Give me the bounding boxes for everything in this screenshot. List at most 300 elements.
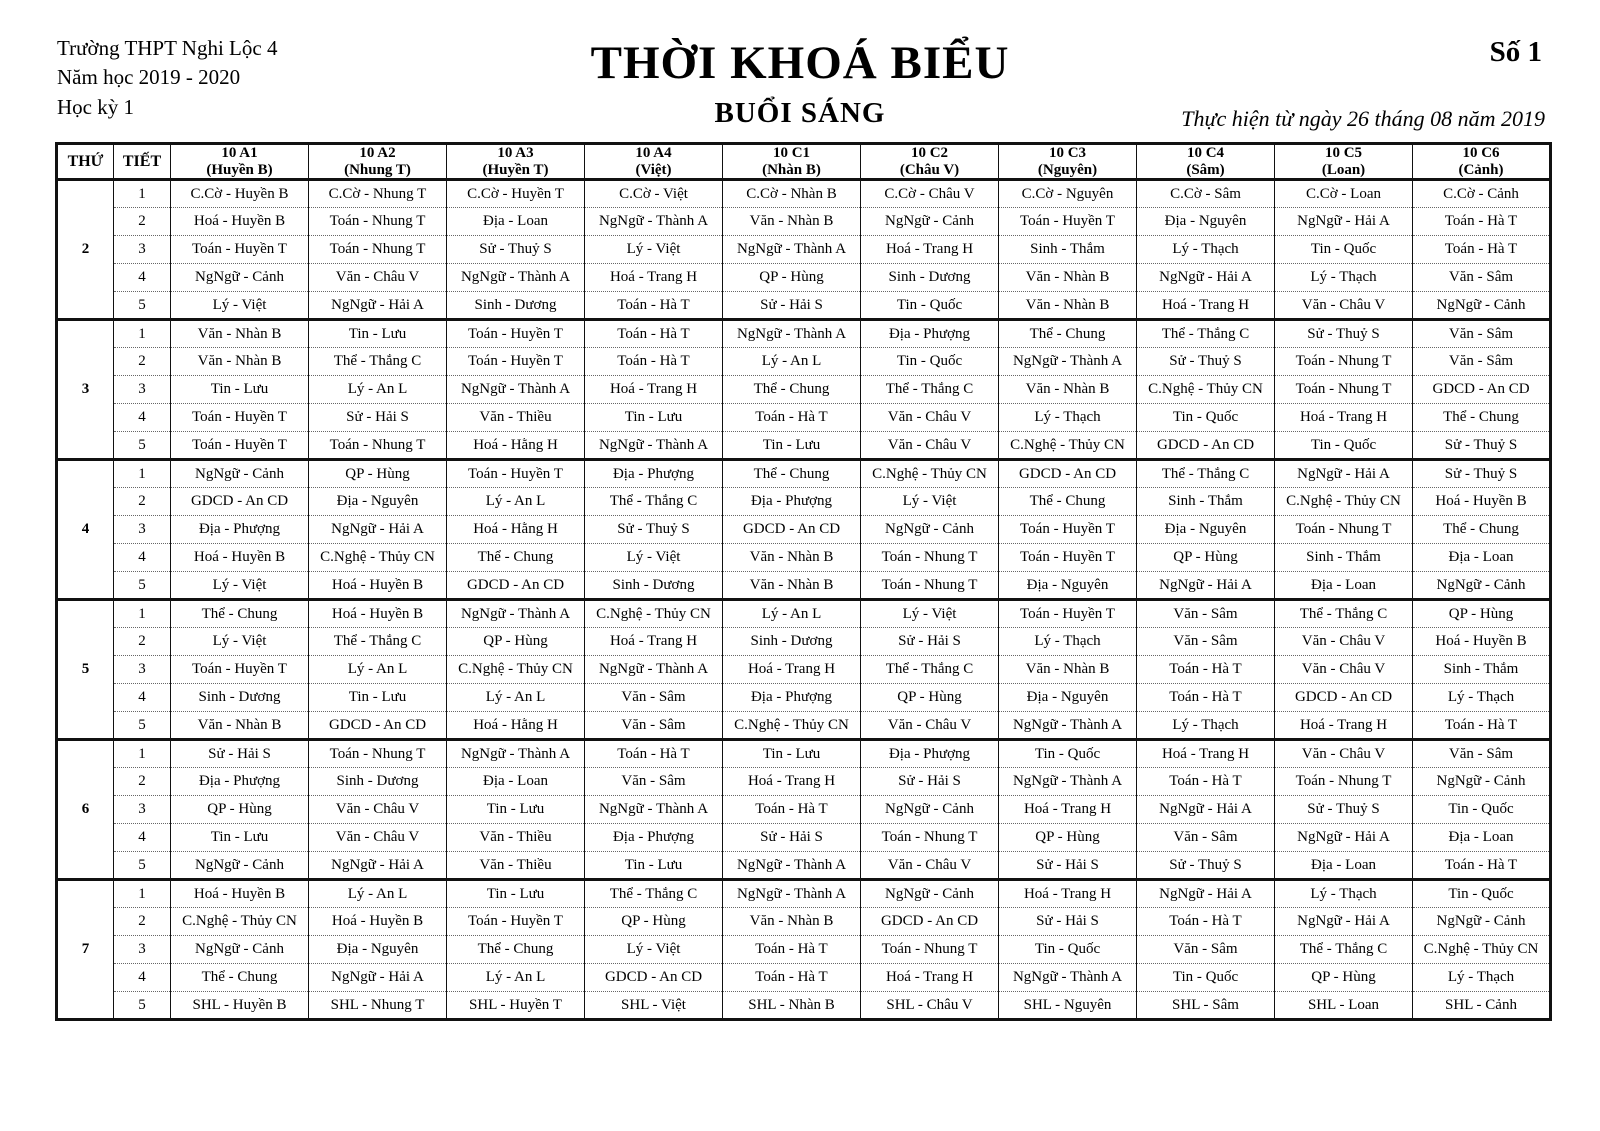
class-header xyxy=(1137,144,1275,180)
period-number: 1 xyxy=(114,320,171,348)
timetable-cell: Toán - Hà T xyxy=(1137,768,1275,796)
timetable-cell: Sinh - Dương xyxy=(861,264,999,292)
timetable-cell: Toán - Hà T xyxy=(1413,208,1551,236)
timetable-cell: Thể - Chung xyxy=(171,964,309,992)
timetable-cell: Sử - Thuỷ S xyxy=(1275,320,1413,348)
timetable-cell: Sinh - Thắm xyxy=(1413,656,1551,684)
timetable-cell: GDCD - An CD xyxy=(861,908,999,936)
timetable-cell: Văn - Châu V xyxy=(309,824,447,852)
timetable-cell: C.Cờ - Nguyên xyxy=(999,180,1137,208)
timetable-cell: Tin - Quốc xyxy=(1137,964,1275,992)
timetable-cell: NgNgữ - Hải A xyxy=(309,292,447,320)
timetable-cell: Văn - Nhàn B xyxy=(171,348,309,376)
timetable-cell: Hoá - Huyền B xyxy=(309,600,447,628)
timetable-cell: SHL - Huyền T xyxy=(447,992,585,1020)
timetable-cell: SHL - Nguyên xyxy=(999,992,1137,1020)
timetable-cell: Lý - An L xyxy=(447,964,585,992)
timetable-cell: Hoá - Huyền B xyxy=(171,208,309,236)
timetable-cell: Toán - Huyền T xyxy=(171,404,309,432)
timetable-cell: Tin - Quốc xyxy=(999,740,1137,768)
timetable-cell: NgNgữ - Cảnh xyxy=(861,208,999,236)
timetable-cell: Thể - Thắng C xyxy=(585,488,723,516)
timetable-cell: Lý - Việt xyxy=(861,600,999,628)
timetable-cell: Văn - Nhàn B xyxy=(999,292,1137,320)
timetable-cell: QP - Hùng xyxy=(447,628,585,656)
timetable-cell: Văn - Sâm xyxy=(1413,740,1551,768)
timetable-cell: Thể - Thắng C xyxy=(309,628,447,656)
timetable-cell: Tin - Lưu xyxy=(309,684,447,712)
timetable-cell: Hoá - Huyền B xyxy=(309,908,447,936)
timetable-cell: Văn - Nhàn B xyxy=(999,656,1137,684)
timetable-cell: Địa - Loan xyxy=(1275,572,1413,600)
timetable-cell: NgNgữ - Thành A xyxy=(723,236,861,264)
timetable-cell: GDCD - An CD xyxy=(1413,376,1551,404)
timetable-cell: GDCD - An CD xyxy=(1275,684,1413,712)
school-name: Trường THPT Nghi Lộc 4 xyxy=(57,36,278,60)
timetable-cell: NgNgữ - Cảnh xyxy=(171,460,309,488)
timetable-cell: NgNgữ - Thành A xyxy=(585,796,723,824)
timetable-cell: C.Cờ - Cảnh xyxy=(1413,180,1551,208)
timetable-cell: Hoá - Trang H xyxy=(861,236,999,264)
timetable-cell: Toán - Huyền T xyxy=(171,656,309,684)
timetable-cell: Địa - Phượng xyxy=(585,824,723,852)
timetable-cell: Văn - Châu V xyxy=(1275,628,1413,656)
timetable-cell: Văn - Sâm xyxy=(1137,824,1275,852)
period-number: 5 xyxy=(114,572,171,600)
timetable-cell: NgNgữ - Thành A xyxy=(447,600,585,628)
timetable-cell: C.Nghệ - Thủy CN xyxy=(999,432,1137,460)
class-name: 10 C5 xyxy=(1324,145,1363,161)
timetable-cell: NgNgữ - Thành A xyxy=(447,376,585,404)
timetable-cell: Văn - Sâm xyxy=(1137,936,1275,964)
day-number: 5 xyxy=(57,600,114,740)
timetable-cell: Toán - Hà T xyxy=(585,348,723,376)
timetable-cell: NgNgữ - Thành A xyxy=(585,656,723,684)
timetable-row xyxy=(57,628,1551,656)
timetable-cell: Toán - Nhung T xyxy=(309,236,447,264)
timetable-cell: NgNgữ - Thành A xyxy=(999,348,1137,376)
timetable-cell: Toán - Nhung T xyxy=(309,740,447,768)
timetable-cell: Hoá - Huyền B xyxy=(1413,628,1551,656)
timetable-cell: Văn - Sâm xyxy=(585,684,723,712)
timetable-row xyxy=(57,264,1551,292)
timetable-cell: QP - Hùng xyxy=(1137,544,1275,572)
timetable-cell: Địa - Loan xyxy=(447,768,585,796)
timetable-cell: QP - Hùng xyxy=(723,264,861,292)
timetable-head xyxy=(57,144,1551,180)
timetable-cell: NgNgữ - Hải A xyxy=(1137,880,1275,908)
class-name: 10 C1 xyxy=(772,145,811,161)
timetable-cell: Địa - Loan xyxy=(1413,544,1551,572)
timetable-cell: Lý - Việt xyxy=(585,544,723,572)
timetable-cell: QP - Hùng xyxy=(999,824,1137,852)
period-number: 5 xyxy=(114,432,171,460)
timetable-cell: Địa - Nguyên xyxy=(309,488,447,516)
timetable-cell: Văn - Sâm xyxy=(1137,600,1275,628)
timetable-cell: NgNgữ - Hải A xyxy=(1275,824,1413,852)
timetable-cell: SHL - Việt xyxy=(585,992,723,1020)
timetable-cell: Hoá - Trang H xyxy=(1275,404,1413,432)
class-header xyxy=(171,144,309,180)
timetable-row xyxy=(57,740,1551,768)
timetable-cell: Toán - Nhung T xyxy=(1275,376,1413,404)
timetable-cell: Sinh - Thắm xyxy=(1137,488,1275,516)
timetable-cell: Hoá - Trang H xyxy=(1275,712,1413,740)
timetable-cell: Toán - Hà T xyxy=(723,404,861,432)
timetable-cell: Địa - Nguyên xyxy=(1137,516,1275,544)
timetable-cell: C.Cờ - Sâm xyxy=(1137,180,1275,208)
timetable-row xyxy=(57,320,1551,348)
day-col-header: THỨ xyxy=(57,144,114,180)
timetable-cell: NgNgữ - Thành A xyxy=(999,768,1137,796)
timetable-cell: Hoá - Trang H xyxy=(1137,292,1275,320)
class-header xyxy=(447,144,585,180)
timetable-cell: Văn - Châu V xyxy=(309,264,447,292)
timetable-cell: Sử - Hải S xyxy=(723,824,861,852)
timetable-cell: GDCD - An CD xyxy=(171,488,309,516)
timetable-cell: Hoá - Trang H xyxy=(723,768,861,796)
class-teacher: (Loan) xyxy=(1321,161,1366,178)
timetable-cell: Sử - Thuỷ S xyxy=(1275,796,1413,824)
timetable-cell: Văn - Châu V xyxy=(861,404,999,432)
timetable-cell: Tin - Quốc xyxy=(1413,880,1551,908)
timetable-row xyxy=(57,376,1551,404)
timetable-cell: Lý - An L xyxy=(723,348,861,376)
class-teacher: (Huyền T) xyxy=(482,161,549,178)
class-header xyxy=(309,144,447,180)
timetable-cell: Toán - Hà T xyxy=(1413,236,1551,264)
timetable-cell: SHL - Châu V xyxy=(861,992,999,1020)
timetable-cell: Địa - Phượng xyxy=(723,488,861,516)
class-teacher: (Nguyên) xyxy=(1037,161,1098,178)
timetable-cell: Toán - Nhung T xyxy=(309,208,447,236)
timetable-cell: Thể - Thắng C xyxy=(861,656,999,684)
timetable-cell: Tin - Quốc xyxy=(861,348,999,376)
header-row xyxy=(57,144,1551,180)
period-number: 1 xyxy=(114,180,171,208)
timetable-row xyxy=(57,432,1551,460)
class-name: 10 A3 xyxy=(497,145,534,161)
timetable-cell: Thể - Thắng C xyxy=(1275,936,1413,964)
timetable-cell: Hoá - Trang H xyxy=(723,656,861,684)
timetable-cell: Lý - An L xyxy=(309,376,447,404)
timetable-cell: Sinh - Dương xyxy=(171,684,309,712)
timetable-cell: NgNgữ - Thành A xyxy=(585,432,723,460)
class-teacher: (Cảnh) xyxy=(1458,161,1504,178)
timetable-cell: Tin - Lưu xyxy=(585,404,723,432)
timetable-cell: Thể - Chung xyxy=(447,544,585,572)
timetable-cell: C.Nghệ - Thủy CN xyxy=(1137,376,1275,404)
timetable-cell: Lý - An L xyxy=(309,656,447,684)
timetable-cell: Hoá - Trang H xyxy=(861,964,999,992)
class-teacher: (Châu V) xyxy=(899,161,960,178)
period-number: 2 xyxy=(114,348,171,376)
period-number: 1 xyxy=(114,600,171,628)
timetable-cell: Sinh - Thắm xyxy=(999,236,1137,264)
timetable-cell: SHL - Loan xyxy=(1275,992,1413,1020)
timetable-cell: Lý - Thạch xyxy=(999,404,1137,432)
timetable-cell: Hoá - Trang H xyxy=(585,264,723,292)
timetable-row xyxy=(57,544,1551,572)
period-number: 2 xyxy=(114,908,171,936)
period-number: 4 xyxy=(114,544,171,572)
timetable-cell: Hoá - Trang H xyxy=(999,880,1137,908)
period-number: 3 xyxy=(114,796,171,824)
class-teacher: (Nhàn B) xyxy=(762,161,821,178)
timetable-cell: Lý - Việt xyxy=(171,292,309,320)
timetable-cell: NgNgữ - Thành A xyxy=(999,964,1137,992)
timetable-cell: Sinh - Dương xyxy=(723,628,861,656)
timetable-cell: Toán - Huyền T xyxy=(999,544,1137,572)
class-teacher: (Nhung T) xyxy=(344,161,411,178)
timetable-cell: SHL - Nhàn B xyxy=(723,992,861,1020)
timetable-cell: Văn - Châu V xyxy=(1275,292,1413,320)
timetable-row xyxy=(57,572,1551,600)
timetable-body xyxy=(57,180,1551,1020)
timetable-cell: Văn - Nhàn B xyxy=(723,908,861,936)
timetable-cell: Thể - Chung xyxy=(999,488,1137,516)
timetable-cell: Địa - Phượng xyxy=(171,516,309,544)
timetable-cell: Lý - An L xyxy=(723,600,861,628)
timetable-cell: NgNgữ - Hải A xyxy=(309,516,447,544)
timetable-cell: NgNgữ - Cảnh xyxy=(1413,292,1551,320)
class-header xyxy=(723,144,861,180)
timetable-cell: Hoá - Trang H xyxy=(585,376,723,404)
period-number: 3 xyxy=(114,516,171,544)
timetable-cell: NgNgữ - Cảnh xyxy=(861,880,999,908)
timetable-cell: NgNgữ - Cảnh xyxy=(1413,572,1551,600)
timetable-cell: Lý - An L xyxy=(447,488,585,516)
timetable-cell: Sử - Hải S xyxy=(861,768,999,796)
timetable-cell: Địa - Nguyên xyxy=(1137,208,1275,236)
timetable-cell: Địa - Nguyên xyxy=(999,684,1137,712)
timetable-cell: Văn - Thiều xyxy=(447,852,585,880)
timetable-cell: C.Nghệ - Thủy CN xyxy=(171,908,309,936)
timetable-cell: Hoá - Hằng H xyxy=(447,712,585,740)
class-teacher: (Việt) xyxy=(635,161,672,178)
timetable-cell: C.Nghệ - Thủy CN xyxy=(861,460,999,488)
timetable-cell: NgNgữ - Hải A xyxy=(1275,460,1413,488)
timetable-cell: Lý - Việt xyxy=(171,572,309,600)
timetable-cell: C.Cờ - Huyền B xyxy=(171,180,309,208)
timetable-row xyxy=(57,460,1551,488)
timetable-cell: Toán - Hà T xyxy=(723,964,861,992)
timetable-cell: C.Nghệ - Thủy CN xyxy=(1275,488,1413,516)
timetable-cell: Toán - Huyền T xyxy=(447,320,585,348)
timetable-cell: C.Cờ - Châu V xyxy=(861,180,999,208)
timetable-cell: SHL - Cảnh xyxy=(1413,992,1551,1020)
period-number: 3 xyxy=(114,656,171,684)
timetable-cell: SHL - Sâm xyxy=(1137,992,1275,1020)
timetable-cell: Lý - Việt xyxy=(861,488,999,516)
timetable-cell: Sử - Thuỷ S xyxy=(447,236,585,264)
timetable-cell: Văn - Thiều xyxy=(447,824,585,852)
timetable-cell: Sử - Hải S xyxy=(999,852,1137,880)
timetable-cell: QP - Hùng xyxy=(1413,600,1551,628)
class-header xyxy=(999,144,1137,180)
timetable-cell: Tin - Quốc xyxy=(1413,796,1551,824)
timetable-cell: Toán - Hà T xyxy=(585,320,723,348)
sheet-number: Số 1 xyxy=(1489,36,1542,68)
timetable-cell: NgNgữ - Cảnh xyxy=(861,796,999,824)
timetable-cell: Văn - Nhàn B xyxy=(999,376,1137,404)
timetable-row xyxy=(57,992,1551,1020)
timetable-cell: Sinh - Dương xyxy=(309,768,447,796)
class-name: 10 A4 xyxy=(635,145,672,161)
timetable-cell: Sinh - Thắm xyxy=(1275,544,1413,572)
timetable-cell: C.Nghệ - Thủy CN xyxy=(1413,936,1551,964)
timetable-cell: NgNgữ - Thành A xyxy=(723,320,861,348)
timetable-cell: GDCD - An CD xyxy=(585,964,723,992)
timetable-cell: Văn - Nhàn B xyxy=(171,712,309,740)
timetable-cell: Địa - Phượng xyxy=(585,460,723,488)
class-name: 10 A1 xyxy=(221,145,258,161)
timetable-row xyxy=(57,852,1551,880)
period-number: 1 xyxy=(114,880,171,908)
timetable-cell: Văn - Nhàn B xyxy=(723,572,861,600)
period-number: 3 xyxy=(114,376,171,404)
timetable-cell: Toán - Hà T xyxy=(1413,852,1551,880)
timetable-cell: C.Nghệ - Thủy CN xyxy=(585,600,723,628)
timetable-cell: Văn - Sâm xyxy=(1413,264,1551,292)
timetable-cell: GDCD - An CD xyxy=(723,516,861,544)
timetable-cell: Sử - Thuỷ S xyxy=(585,516,723,544)
timetable-cell: Toán - Huyền T xyxy=(171,432,309,460)
timetable-cell: Thể - Chung xyxy=(723,376,861,404)
timetable-cell: Văn - Châu V xyxy=(309,796,447,824)
page-title: THỜI KHOÁ BIỂU xyxy=(590,37,1010,89)
timetable-cell: Toán - Huyền T xyxy=(171,236,309,264)
period-number: 2 xyxy=(114,208,171,236)
timetable-cell: Toán - Nhung T xyxy=(309,432,447,460)
timetable-cell: C.Cờ - Nhàn B xyxy=(723,180,861,208)
timetable-cell: C.Nghệ - Thủy CN xyxy=(309,544,447,572)
period-number: 4 xyxy=(114,684,171,712)
timetable-cell: Hoá - Huyền B xyxy=(309,572,447,600)
timetable-cell: Thể - Chung xyxy=(723,460,861,488)
timetable-cell: Thể - Thắng C xyxy=(1275,600,1413,628)
class-header xyxy=(1413,144,1551,180)
timetable-cell: Địa - Loan xyxy=(447,208,585,236)
timetable-cell: NgNgữ - Hải A xyxy=(309,964,447,992)
timetable-cell: Sử - Thuỷ S xyxy=(1413,432,1551,460)
period-number: 5 xyxy=(114,712,171,740)
class-name: 10 C3 xyxy=(1048,145,1087,161)
period-col-header: TIẾT xyxy=(114,144,171,180)
timetable-cell: NgNgữ - Thành A xyxy=(999,712,1137,740)
timetable-row xyxy=(57,236,1551,264)
timetable-cell: Lý - Thạch xyxy=(1275,264,1413,292)
timetable-cell: NgNgữ - Cảnh xyxy=(1413,768,1551,796)
timetable-cell: Tin - Lưu xyxy=(171,824,309,852)
timetable-cell: Toán - Hà T xyxy=(1413,712,1551,740)
timetable-row xyxy=(57,880,1551,908)
timetable-cell: Sử - Thuỷ S xyxy=(1137,348,1275,376)
timetable-cell: Tin - Lưu xyxy=(585,852,723,880)
timetable-cell: Toán - Huyền T xyxy=(999,516,1137,544)
timetable-cell: NgNgữ - Cảnh xyxy=(171,264,309,292)
timetable-cell: Thể - Thắng C xyxy=(861,376,999,404)
timetable-row xyxy=(57,684,1551,712)
school-year: Năm học 2019 - 2020 xyxy=(57,65,241,90)
timetable-cell: Văn - Châu V xyxy=(1275,740,1413,768)
timetable-row xyxy=(57,964,1551,992)
timetable-cell: SHL - Nhung T xyxy=(309,992,447,1020)
timetable-cell: Lý - Thạch xyxy=(1137,712,1275,740)
timetable-row xyxy=(57,768,1551,796)
timetable-cell: Tin - Lưu xyxy=(447,796,585,824)
period-number: 2 xyxy=(114,768,171,796)
timetable-cell: Hoá - Trang H xyxy=(585,628,723,656)
class-teacher: (Sâm) xyxy=(1186,161,1225,178)
timetable-cell: QP - Hùng xyxy=(861,684,999,712)
timetable-cell: Toán - Nhung T xyxy=(1275,348,1413,376)
timetable-cell: Lý - An L xyxy=(447,684,585,712)
timetable-cell: Sử - Hải S xyxy=(309,404,447,432)
timetable-cell: Thể - Chung xyxy=(1413,516,1551,544)
day-number: 7 xyxy=(57,880,114,1020)
timetable-cell: Thể - Thắng C xyxy=(1137,460,1275,488)
period-number: 2 xyxy=(114,488,171,516)
period-number: 3 xyxy=(114,236,171,264)
class-name: 10 C4 xyxy=(1186,145,1225,161)
period-number: 4 xyxy=(114,404,171,432)
timetable-cell: NgNgữ - Hải A xyxy=(1275,908,1413,936)
timetable-cell: GDCD - An CD xyxy=(447,572,585,600)
timetable-cell: C.Cờ - Loan xyxy=(1275,180,1413,208)
timetable-cell: Sử - Thuỷ S xyxy=(1137,852,1275,880)
timetable-row xyxy=(57,404,1551,432)
period-number: 5 xyxy=(114,992,171,1020)
timetable-row xyxy=(57,712,1551,740)
timetable-cell: Thể - Chung xyxy=(171,600,309,628)
timetable-cell: Lý - Thạch xyxy=(1137,236,1275,264)
timetable-cell: Toán - Huyền T xyxy=(999,600,1137,628)
timetable-cell: Thể - Thắng C xyxy=(309,348,447,376)
timetable-cell: GDCD - An CD xyxy=(1137,432,1275,460)
timetable-cell: Thể - Chung xyxy=(447,936,585,964)
timetable-cell: Thể - Chung xyxy=(999,320,1137,348)
timetable-cell: Sử - Hải S xyxy=(171,740,309,768)
timetable-cell: Sử - Hải S xyxy=(999,908,1137,936)
timetable-cell: Toán - Hà T xyxy=(1137,656,1275,684)
timetable-cell: Tin - Quốc xyxy=(1137,404,1275,432)
effective-date: Thực hiện từ ngày 26 tháng 08 năm 2019 xyxy=(1181,106,1545,131)
timetable-cell: Thể - Thắng C xyxy=(585,880,723,908)
timetable-cell: C.Cờ - Việt xyxy=(585,180,723,208)
timetable-cell: Văn - Châu V xyxy=(1275,656,1413,684)
class-teacher: (Huyền B) xyxy=(206,161,273,178)
timetable-cell: Văn - Nhàn B xyxy=(723,544,861,572)
timetable-cell: Tin - Lưu xyxy=(447,880,585,908)
day-number: 3 xyxy=(57,320,114,460)
timetable-cell: Toán - Nhung T xyxy=(861,936,999,964)
timetable-cell: Toán - Nhung T xyxy=(861,544,999,572)
timetable-cell: Sử - Thuỷ S xyxy=(1413,460,1551,488)
timetable-cell: Văn - Nhàn B xyxy=(171,320,309,348)
timetable-cell: Toán - Nhung T xyxy=(861,824,999,852)
timetable-cell: Tin - Lưu xyxy=(309,320,447,348)
timetable-cell: Thể - Chung xyxy=(1413,404,1551,432)
timetable-cell: Văn - Châu V xyxy=(861,852,999,880)
timetable-cell: Lý - Thạch xyxy=(1413,684,1551,712)
timetable-row xyxy=(57,180,1551,208)
class-name: 10 C2 xyxy=(910,145,949,161)
timetable-cell: Toán - Nhung T xyxy=(1275,768,1413,796)
timetable-cell: NgNgữ - Hải A xyxy=(1137,264,1275,292)
class-name: 10 C6 xyxy=(1462,145,1500,161)
class-header xyxy=(585,144,723,180)
